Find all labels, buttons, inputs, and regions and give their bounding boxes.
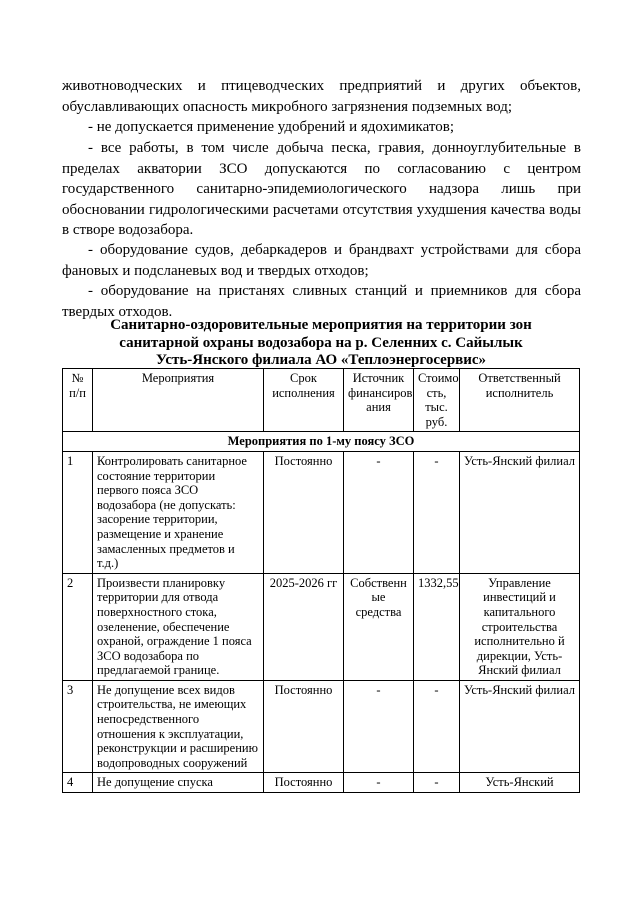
title-line-3: Усть-Янского филиала АО «Теплоэнергосервис» bbox=[155, 352, 487, 368]
cell-source: - bbox=[344, 451, 414, 573]
cell-cost: - bbox=[414, 451, 460, 573]
cell-num: 2 bbox=[63, 573, 93, 680]
paragraph-piers-equipment: - оборудование на пристанях сливных станций и приемников для сбора твердых отходов. bbox=[62, 283, 581, 320]
table-row bbox=[63, 573, 580, 680]
cell-measure: Не допущение спуска bbox=[93, 773, 264, 793]
cell-source: Собственн ые средства bbox=[344, 573, 414, 680]
table-row bbox=[63, 680, 580, 773]
cell-num: 1 bbox=[63, 451, 93, 573]
cell-term: Постоянно bbox=[264, 451, 344, 573]
cell-measure: Не допущение всех видов строительства, не имеющих непосредственного отношения к эксплуатации, реконструкции и расширению водопроводных сооружений bbox=[93, 680, 264, 773]
cell-source: - bbox=[344, 773, 414, 793]
cell-num: 4 bbox=[63, 773, 93, 793]
cell-cost: - bbox=[414, 773, 460, 793]
paragraph-no-fertilizers: - не допускается применение удобрений и ядохимикатов; bbox=[88, 119, 454, 135]
header-num: № п/п bbox=[63, 369, 93, 432]
paragraph-works-in-zone: - все работы, в том числе добыча песка, гравия, донноуглубительные в пределах акватории ЗСО допускаются по согласованию с центром государственного санитарно-эпидемиологического надзора лишь при обосновании гидрологическими расчетами отсутствия ухудшения качества воды в створе водозабора. bbox=[62, 140, 581, 238]
header-executor: Ответственный исполнитель bbox=[460, 369, 580, 432]
header-term: Срок исполнения bbox=[264, 369, 344, 432]
cell-term: Постоянно bbox=[264, 680, 344, 773]
cell-executor: Усть-Янский филиал bbox=[460, 680, 580, 773]
paragraph-ships-equipment: - оборудование судов, дебаркадеров и брандвахт устройствами для сбора фановых и подсланевых вод и твердых отходов; bbox=[62, 242, 581, 279]
header-source: Источник финансиров ания bbox=[344, 369, 414, 432]
header-measure: Мероприятия bbox=[93, 369, 264, 432]
cell-executor: Усть-Янский bbox=[460, 773, 580, 793]
paragraph-intro-continuation: животноводческих и птицеводческих предприятий и других объектов, обуславливающих опасность микробного загрязнения подземных вод; bbox=[62, 78, 581, 115]
title-line-2: санитарной охраны водозабора на р. Селенних с. Сайылык bbox=[119, 334, 523, 351]
header-cost: Стоимо сть, тыс. руб. bbox=[414, 369, 460, 432]
cell-source: - bbox=[344, 680, 414, 773]
table-row bbox=[63, 773, 580, 793]
section-heading: Мероприятия по 1-му поясу ЗСО bbox=[63, 432, 580, 452]
cell-executor: Усть-Янский филиал bbox=[460, 451, 580, 573]
table-row bbox=[63, 451, 580, 573]
cell-num: 3 bbox=[63, 680, 93, 773]
title-line-1: Санитарно-оздоровительные мероприятия на территории зон bbox=[110, 317, 532, 333]
cell-executor: Управление инвестиций и капитального строительства исполнительно й дирекции, Усть-Янский филиал bbox=[460, 573, 580, 680]
cell-term: Постоянно bbox=[264, 773, 344, 793]
cell-cost: - bbox=[414, 680, 460, 773]
cell-measure: Произвести планировку территории для отвода поверхностного стока, озеленение, обеспечение охраной, ограждение 1 пояса ЗСО водозабора по предлагаемой границе. bbox=[93, 573, 264, 680]
section-row bbox=[63, 432, 580, 452]
cell-term: 2025-2026 гг bbox=[264, 573, 344, 680]
cell-cost: 1332,55 bbox=[414, 573, 460, 680]
table-header-row bbox=[63, 369, 580, 432]
cell-measure: Контролировать санитарное состояние территории первого пояса ЗСО водозабора (не допускать: засорение территории, размещение и хранение замасленных предметов и т.д.) bbox=[93, 451, 264, 573]
measures-table bbox=[62, 368, 580, 793]
section-title bbox=[60, 317, 582, 370]
